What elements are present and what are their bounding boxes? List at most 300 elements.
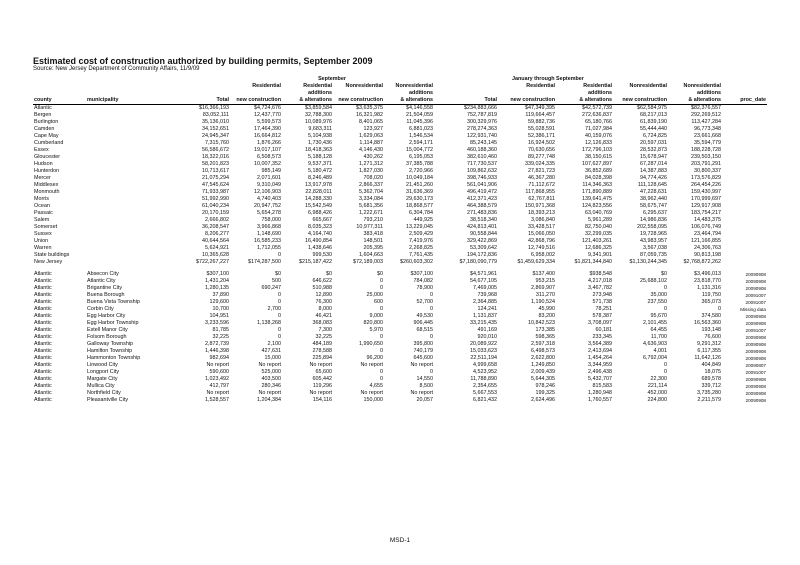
table-cell: 233,345 <box>592 334 612 340</box>
table-cell: 119,750 <box>701 292 721 298</box>
table-cell: 24,306,763 <box>694 245 721 251</box>
table-cell: 199,325 <box>535 390 555 396</box>
table-cell: 15,542,549 <box>305 203 332 209</box>
table-cell: Atlantic <box>34 313 52 319</box>
header-row-3 <box>33 97 767 105</box>
column-header: Nonresidential <box>629 83 667 89</box>
table-cell: $938,548 <box>589 271 612 277</box>
table-cell: Salem <box>34 217 50 223</box>
table-cell: Atlantic <box>34 292 52 298</box>
table-cell: Burlington <box>34 119 59 125</box>
table-cell: 10,365,628 <box>202 252 229 258</box>
table-cell: 7,300 <box>318 327 332 333</box>
table-cell: 383,418 <box>363 231 383 237</box>
table-row <box>33 133 767 140</box>
table-cell: 605,442 <box>312 376 332 382</box>
table-cell: 496,419,472 <box>467 189 497 195</box>
table-cell <box>86 182 182 189</box>
table-cell: 12,437,770 <box>254 112 281 118</box>
table-cell: 14,550 <box>416 376 433 382</box>
table-cell: 752,787,819 <box>467 112 497 118</box>
table-cell: 70,630,656 <box>528 147 555 153</box>
table-row <box>33 112 767 119</box>
table-cell: 20090908 <box>745 391 766 396</box>
table-cell: 60,181 <box>595 327 612 333</box>
table-cell: $0 <box>326 271 332 277</box>
table-cell: 7,315,760 <box>205 140 229 146</box>
table-cell <box>722 140 767 147</box>
table-row <box>33 105 767 113</box>
table-cell: $47,349,395 <box>525 105 555 111</box>
table-cell: 0 <box>278 292 281 298</box>
table-cell: 4,636,903 <box>643 341 667 347</box>
table-cell: Atlantic City <box>87 278 116 284</box>
table-cell: 646,622 <box>312 278 332 284</box>
table-cell: 9,000 <box>369 313 383 319</box>
table-cell: 55,028,591 <box>528 126 555 132</box>
table-cell: 188,228,728 <box>691 147 721 153</box>
table-cell: 13,917,978 <box>305 182 332 188</box>
table-cell: 985,149 <box>261 168 281 174</box>
table-cell: $0 <box>661 271 667 277</box>
table-cell: Bergen <box>34 112 52 118</box>
table-cell: 3,344,959 <box>588 362 612 368</box>
table-row <box>33 327 767 334</box>
table-cell: 2,666,802 <box>205 217 229 223</box>
table-cell: 424,813,401 <box>467 224 497 230</box>
report-title: Estimated cost of construction authorized by building permits, September 2009 <box>33 56 373 66</box>
table-cell: 31,636,369 <box>406 189 433 195</box>
table-cell: 40,644,564 <box>202 238 229 244</box>
table-cell: $7,180,090,779 <box>459 259 497 265</box>
table-cell <box>722 161 767 168</box>
table-cell: 978,246 <box>535 383 555 389</box>
table-cell: 7,761,435 <box>409 252 433 258</box>
table-cell: 395,800 <box>413 341 433 347</box>
table-cell: Longport City <box>87 369 120 375</box>
table-cell <box>86 133 182 140</box>
table-cell: 264,454,226 <box>691 182 721 188</box>
column-header <box>722 83 767 90</box>
table-cell <box>722 210 767 217</box>
table-cell: Passaic <box>34 210 53 216</box>
table-cell: 0 <box>430 369 433 375</box>
table-cell: 403,500 <box>261 376 281 382</box>
table-row <box>33 397 767 404</box>
table-cell: Atlantic <box>34 348 52 354</box>
table-cell: 920,010 <box>477 334 497 340</box>
construction-cost-table <box>33 76 767 404</box>
table-cell: Brigantine City <box>87 285 123 291</box>
table-cell: 590,600 <box>209 369 229 375</box>
table-cell: 33,428,517 <box>528 224 555 230</box>
table-cell: 5,362,704 <box>359 189 383 195</box>
table-cell <box>86 245 182 252</box>
table-cell: No report <box>206 362 229 368</box>
table-cell: 6,821,432 <box>473 397 497 403</box>
table-cell: 5,961,289 <box>588 217 612 223</box>
table-cell: 5,188,128 <box>308 154 332 160</box>
table-cell: 239,503,150 <box>691 154 721 160</box>
table-cell: 10,089,976 <box>305 119 332 125</box>
table-cell: Warren <box>34 245 52 251</box>
table-cell: 5,624,921 <box>205 245 229 251</box>
table-row <box>33 210 767 217</box>
table-cell <box>86 119 182 126</box>
table-cell: 4,146,430 <box>359 147 383 153</box>
table-cell: 5,432,707 <box>588 376 612 382</box>
table-cell: Gloucester <box>34 154 61 160</box>
table-cell: 71,027,984 <box>585 126 612 132</box>
table-cell: 0 <box>380 306 383 312</box>
table-cell: 10,700 <box>212 306 229 312</box>
table-cell: $1,459,629,334 <box>517 259 555 265</box>
table-cell: 20090908 <box>745 398 766 403</box>
table-cell: 12,890 <box>315 292 332 298</box>
table-cell: 10,977,311 <box>356 224 383 230</box>
table-cell: 16,563,360 <box>694 320 721 326</box>
column-header: Nonresidential <box>345 83 383 89</box>
table-cell: 38,518,340 <box>470 217 497 223</box>
table-cell: 47,545,624 <box>202 182 229 188</box>
table-cell: 1,730,436 <box>308 140 332 146</box>
table-cell: Atlantic <box>34 299 52 305</box>
table-cell: 0 <box>430 306 433 312</box>
table-cell <box>86 224 182 231</box>
table-cell: No report <box>258 362 281 368</box>
table-cell: 278,588 <box>312 348 332 354</box>
table-cell: 71,112,672 <box>528 182 555 188</box>
table-cell: 2,622,800 <box>531 355 555 361</box>
table-cell: 412,371,423 <box>467 196 497 202</box>
table-cell: 21,075,294 <box>202 175 229 181</box>
report-source: Source: New Jersey Department of Community Affairs, 11/9/09 <box>33 66 200 72</box>
column-header: new construction <box>333 97 384 105</box>
table-cell: 65,180,766 <box>585 119 612 125</box>
table-cell: 32,788,300 <box>305 112 332 118</box>
table-cell: 1,280,135 <box>205 285 229 291</box>
table-cell: Atlantic <box>34 362 52 368</box>
table-cell: 1,431,204 <box>205 278 229 284</box>
table-header <box>33 76 767 105</box>
table-cell: Absecon City <box>87 271 119 277</box>
table-cell: 96,200 <box>366 355 383 361</box>
table-cell: Hunterdon <box>34 168 60 174</box>
table-cell: 1,138,268 <box>257 320 281 326</box>
table-cell: 1,190,524 <box>531 299 555 305</box>
table-cell: 6,724,825 <box>643 133 667 139</box>
table-cell: 6,958,002 <box>531 252 555 258</box>
table-cell: Northfield City <box>87 390 121 396</box>
table-cell: 68,515 <box>416 327 433 333</box>
table-cell: 1,604,663 <box>359 252 383 258</box>
table-cell: 449,925 <box>413 217 433 223</box>
table-cell: Union <box>34 238 49 244</box>
table-cell: 55,444,440 <box>640 126 667 132</box>
table-row <box>33 126 767 133</box>
table-cell: 15,066,050 <box>528 231 555 237</box>
table-cell: 82,750,040 <box>585 224 612 230</box>
table-cell: 52,700 <box>416 299 433 305</box>
table-cell: 1,114,887 <box>359 140 383 146</box>
table-cell: 15,678,947 <box>640 154 667 160</box>
table-cell: 20,597,031 <box>640 140 667 146</box>
table-cell: 1,712,055 <box>257 245 281 251</box>
table-cell: 12,106,903 <box>254 189 281 195</box>
table-cell: 148,501 <box>363 238 383 244</box>
table-cell: 3,735,280 <box>697 390 721 396</box>
table-cell: 20091007 <box>745 293 766 298</box>
table-row <box>33 231 767 238</box>
table-cell: 20091007 <box>745 328 766 333</box>
table-cell: 129,917,908 <box>691 203 721 209</box>
table-cell <box>722 231 767 238</box>
table-cell <box>722 182 767 189</box>
column-header <box>333 90 384 97</box>
table-cell: Atlantic <box>34 376 52 382</box>
table-cell: 311,270 <box>535 292 555 298</box>
table-cell: 16,585,233 <box>254 238 281 244</box>
table-cell: 29,630,173 <box>406 196 433 202</box>
table-cell: 20090908 <box>745 279 766 284</box>
table-cell: 484,189 <box>312 341 332 347</box>
table-cell: $234,883,666 <box>464 105 497 111</box>
table-cell: 17,464,390 <box>254 126 281 132</box>
column-header: new construction <box>498 97 556 105</box>
table-cell: 224,800 <box>647 397 667 403</box>
column-header: additions <box>308 90 332 96</box>
table-cell: 571,738 <box>592 299 612 305</box>
table-cell: 104,951 <box>209 313 229 319</box>
table-cell: 339,712 <box>701 383 721 389</box>
table-cell: 23,464,794 <box>694 231 721 237</box>
table-cell: 9,310,049 <box>257 182 281 188</box>
table-cell: 0 <box>430 334 433 340</box>
table-cell: 598,365 <box>535 334 555 340</box>
table-cell: $3,859,584 <box>305 105 332 111</box>
column-header: proc_date <box>722 97 767 105</box>
table-cell: 8,206,277 <box>205 231 229 237</box>
column-header: Total <box>434 97 498 105</box>
table-cell: 61,040,234 <box>202 203 229 209</box>
table-cell: 278,274,363 <box>467 126 497 132</box>
table-cell: 52,386,171 <box>528 133 555 139</box>
table-cell: $1,821,344,840 <box>574 259 612 265</box>
table-cell: 8,401,065 <box>359 119 383 125</box>
table-cell: 123,927 <box>363 126 383 132</box>
table-cell: 0 <box>278 313 281 319</box>
table-cell: Atlantic <box>34 334 52 340</box>
table-cell: 2,509,429 <box>409 231 433 237</box>
table-cell: 5,681,356 <box>359 203 383 209</box>
table-cell: 1,148,690 <box>257 231 281 237</box>
table-cell: Atlantic <box>34 306 52 312</box>
table-cell: 339,024,335 <box>525 161 555 167</box>
table-cell: 430,262 <box>363 154 383 160</box>
table-cell: $215,187,422 <box>299 259 332 265</box>
table-cell: Galloway Township <box>87 341 134 347</box>
table-cell: 1,271,312 <box>359 161 383 167</box>
table-cell: 3,233,596 <box>205 320 229 326</box>
table-cell: 24,945,347 <box>202 133 229 139</box>
table-cell: 18,393,213 <box>528 210 555 216</box>
table-row <box>33 306 767 313</box>
table-cell: $2,768,872,262 <box>683 259 721 265</box>
table-cell: 33,215,435 <box>470 320 497 326</box>
table-cell <box>86 189 182 196</box>
table-row <box>33 355 767 362</box>
table-cell: 51,992,990 <box>202 196 229 202</box>
table-cell: Atlantic <box>34 341 52 347</box>
table-cell <box>722 175 767 182</box>
table-cell <box>722 154 767 161</box>
table-cell: 4,740,403 <box>257 196 281 202</box>
column-header: Residential <box>583 83 612 89</box>
table-cell: 10,713,617 <box>202 168 229 174</box>
table-cell: 21,504,059 <box>406 112 433 118</box>
table-cell: 32,299,035 <box>585 231 612 237</box>
table-cell: 2,869,907 <box>531 285 555 291</box>
table-cell: $0 <box>275 271 281 277</box>
table-cell: 820,800 <box>363 320 383 326</box>
column-header: additions <box>409 90 433 96</box>
table-cell: 1,827,030 <box>359 168 383 174</box>
table-cell: 0 <box>278 327 281 333</box>
table-cell: Cape May <box>34 133 59 139</box>
table-cell: Atlantic <box>34 327 52 333</box>
table-cell: 0 <box>278 252 281 258</box>
table-cell: 90,558,844 <box>470 231 497 237</box>
table-row <box>33 196 767 203</box>
table-cell: 452,000 <box>647 390 667 396</box>
table-cell: No report <box>360 362 383 368</box>
table-cell: Egg Harbor Township <box>87 320 139 326</box>
table-row <box>33 161 767 168</box>
table-cell: $42,572,739 <box>582 105 612 111</box>
table-cell: 739,968 <box>477 292 497 298</box>
table-cell: 280,346 <box>261 383 281 389</box>
table-cell: 11,700 <box>650 334 667 340</box>
table-cell: 2,009,439 <box>531 369 555 375</box>
table-cell: 5,654,278 <box>257 210 281 216</box>
column-header <box>498 90 556 97</box>
table-cell: 6,195,053 <box>409 154 433 160</box>
table-cell: 124,823,556 <box>582 203 612 209</box>
table-cell: 4,655 <box>369 383 383 389</box>
table-cell: 119,664,457 <box>525 112 555 118</box>
table-cell: 35,000 <box>650 292 667 298</box>
table-cell: 225,894 <box>312 355 332 361</box>
table-cell <box>722 168 767 175</box>
table-cell: 25,688,102 <box>640 278 667 284</box>
table-cell: 3,564,389 <box>588 341 612 347</box>
table-cell <box>86 196 182 203</box>
column-header: county <box>33 97 86 105</box>
table-row <box>33 320 767 327</box>
table-cell: 4,164,740 <box>308 231 332 237</box>
table-cell: 22,300 <box>650 376 667 382</box>
table-cell: $137,400 <box>532 271 555 277</box>
table-cell: 36,852,689 <box>585 168 612 174</box>
table-cell: 76,300 <box>315 299 332 305</box>
column-header: new construction <box>230 97 282 105</box>
table-cell: 2,496,438 <box>588 369 612 375</box>
table-cell: 2,364,885 <box>473 299 497 305</box>
table-row <box>33 252 767 259</box>
column-header: Residential <box>252 83 281 89</box>
table-cell: 11,045,396 <box>406 119 433 125</box>
table-cell: 0 <box>664 306 667 312</box>
column-header: Residential <box>303 83 332 89</box>
table-cell: $72,189,003 <box>353 259 383 265</box>
table-cell: 717,730,537 <box>467 161 497 167</box>
column-header: & alterations <box>668 97 722 105</box>
table-cell <box>86 126 182 133</box>
table-cell: Ocean <box>34 203 50 209</box>
table-cell: 6,117,355 <box>697 348 721 354</box>
table-cell: Atlantic <box>34 383 52 389</box>
table-cell: 61,839,190 <box>640 119 667 125</box>
header-row-2 <box>33 90 767 97</box>
table-cell: Egg Harbor City <box>87 313 126 319</box>
table-cell: 46,367,280 <box>528 175 555 181</box>
table-cell: 183,754,217 <box>691 210 721 216</box>
table-cell <box>86 259 182 266</box>
table-cell: 578,387 <box>592 313 612 319</box>
table-cell: Atlantic <box>34 369 52 375</box>
table-cell <box>86 161 182 168</box>
table-cell: Pleasantville City <box>87 397 129 403</box>
table-row <box>33 140 767 147</box>
table-cell: Atlantic <box>34 355 52 361</box>
table-cell: 2,211,579 <box>697 397 721 403</box>
table-cell: 114,346,363 <box>582 182 612 188</box>
table-cell: No report <box>410 362 433 368</box>
table-cell: $1,130,244,345 <box>629 259 667 265</box>
column-header <box>434 83 498 90</box>
table-cell: 2,413,694 <box>588 348 612 354</box>
table-cell: $4,571,961 <box>470 271 497 277</box>
table-cell: 22,828,011 <box>305 189 332 195</box>
table-cell: 20,089,922 <box>470 341 497 347</box>
table-row <box>33 175 767 182</box>
table-cell: 382,610,460 <box>467 154 497 160</box>
table-cell: 76,600 <box>704 334 721 340</box>
table-cell: 525,000 <box>261 369 281 375</box>
table-cell: 68,217,013 <box>640 112 667 118</box>
table-cell: 689,578 <box>701 376 721 382</box>
table-cell: 202,558,095 <box>637 224 667 230</box>
table-cell: No report <box>360 390 383 396</box>
table-cell: 4,217,018 <box>588 278 612 284</box>
table-row <box>33 203 767 210</box>
table-cell: 2,100 <box>267 341 281 347</box>
table-cell: 561,041,906 <box>467 182 497 188</box>
table-cell: 784,082 <box>413 278 433 284</box>
table-cell: 111,128,645 <box>637 182 667 188</box>
table-cell: 170,999,697 <box>691 196 721 202</box>
table-row <box>33 245 767 252</box>
table-cell <box>86 140 182 147</box>
table-cell: 58,675,747 <box>640 203 667 209</box>
table-cell: 47,228,631 <box>640 189 667 195</box>
table-cell: Mercer <box>34 175 51 181</box>
table-cell: 0 <box>380 348 383 354</box>
table-cell: 38,150,615 <box>585 154 612 160</box>
table-cell: 3,708,097 <box>588 320 612 326</box>
table-cell: 3,086,840 <box>531 217 555 223</box>
table-cell: $16,366,193 <box>199 105 229 111</box>
